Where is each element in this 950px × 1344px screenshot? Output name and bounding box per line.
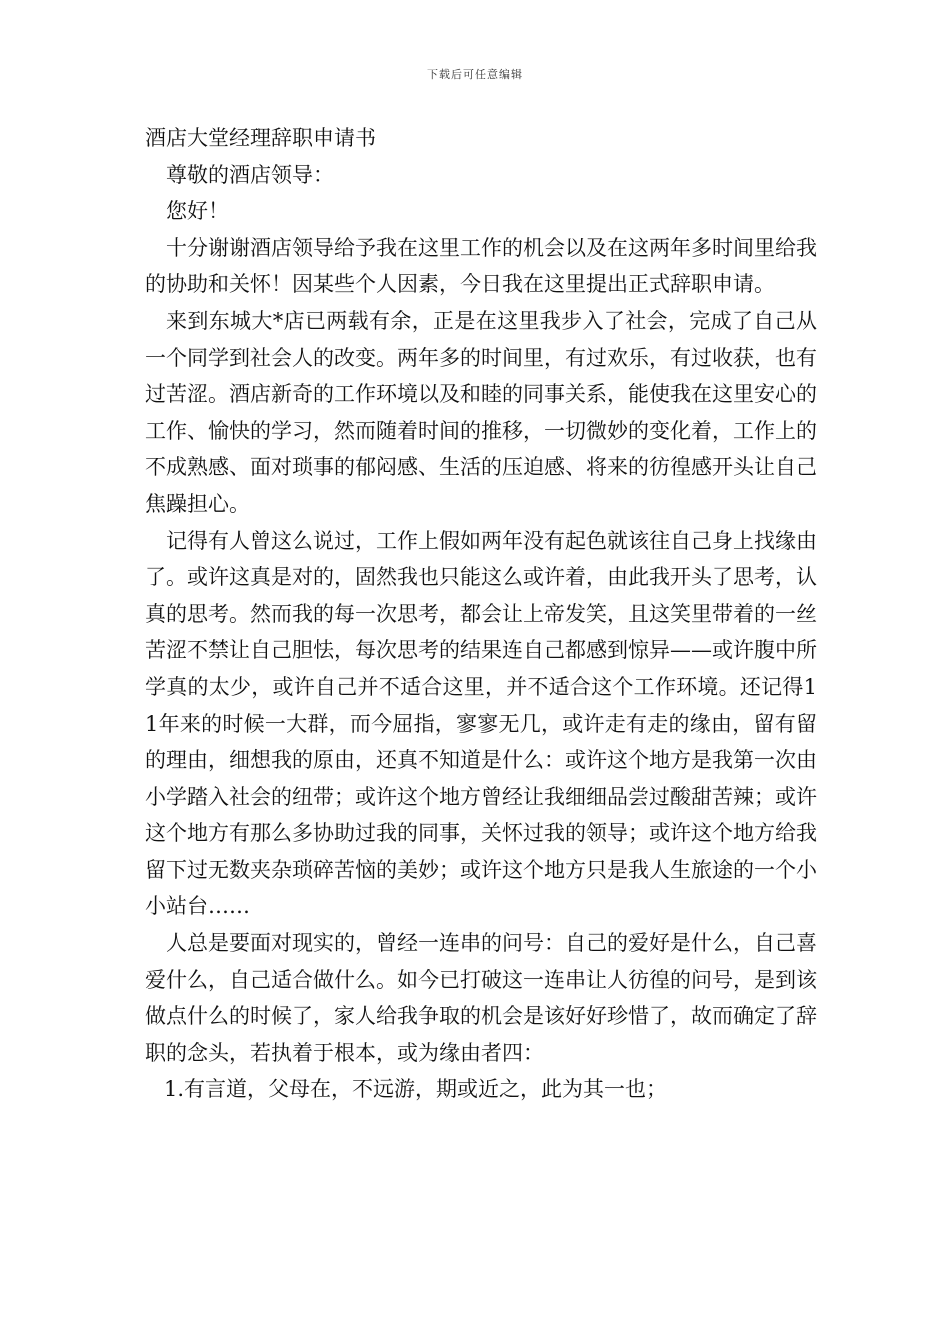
paragraph-decision: 人总是要面对现实的，曾经一连串的问号：自己的爱好是什么，自己喜爱什么，自己适合做什么。如今已打破这一连串让人彷徨的问号，是到该做点什么的时候了，家人给我争取的机会是该好好珍惜了，故而确定了辞职的念头，若执着于根本，或为缘由者四：	[145, 931, 817, 1065]
reasons-list	[145, 1071, 817, 1108]
paragraph-experience: 来到东城大*店已两载有余，正是在这里我步入了社会，完成了自己从一个同学到社会人的改变。两年多的时间里，有过欢乐，有过收获，也有过苦涩。酒店新奇的工作环境以及和睦的同事关系，能使我在这里安心的工作、愉快的学习，然而随着时间的推移，一切微妙的变化着，工作上的不成熟感、面对琐事的郁闷感、生活的压迫感、将来的彷徨感开头让自己焦躁担心。	[145, 308, 817, 516]
document-title: 酒店大堂经理辞职申请书	[145, 126, 376, 150]
page-header-note: 下载后可任意编辑	[427, 68, 523, 81]
document-body	[145, 120, 817, 1108]
paragraph-reflection: 记得有人曾这么说过，工作上假如两年没有起色就该往自己身上找缘由了。或许这真是对的，固然我也只能这么或许着，由此我开头了思考，认真的思考。然而我的每一次思考，都会让上帝发笑，且这笑里带着的一丝苦涩不禁让自己胆怯，每次思考的结果连自己都感到惊异——或许腹中所学真的太少，或许自己并不适合这里，并不适合这个工作环境。还记得11年来的时候一大群，而今屈指，寥寥无几，或许走有走的缘由，留有留的理由，细想我的原由，还真不知道是什么：或许这个地方是我第一次由小学踏入社会的纽带；或许这个地方曾经让我细细品尝过酸甜苦辣；或许这个地方有那么多协助过我的同事，关怀过我的领导；或许这个地方给我留下过无数夹杂琐碎苦恼的美妙；或许这个地方只是我人生旅途的一个小小站台……	[145, 528, 817, 919]
salutation: 尊敬的酒店领导：	[166, 162, 334, 187]
paragraph-thanks: 十分谢谢酒店领导给予我在这里工作的机会以及在这两年多时间里给我的协助和关怀！因某些个人因素，今日我在这里提出正式辞职申请。	[145, 235, 817, 297]
reason-item-1: 1.有言道，父母在，不远游，期或近之，此为其一也；	[164, 1077, 668, 1102]
greeting: 您好！	[166, 199, 229, 224]
